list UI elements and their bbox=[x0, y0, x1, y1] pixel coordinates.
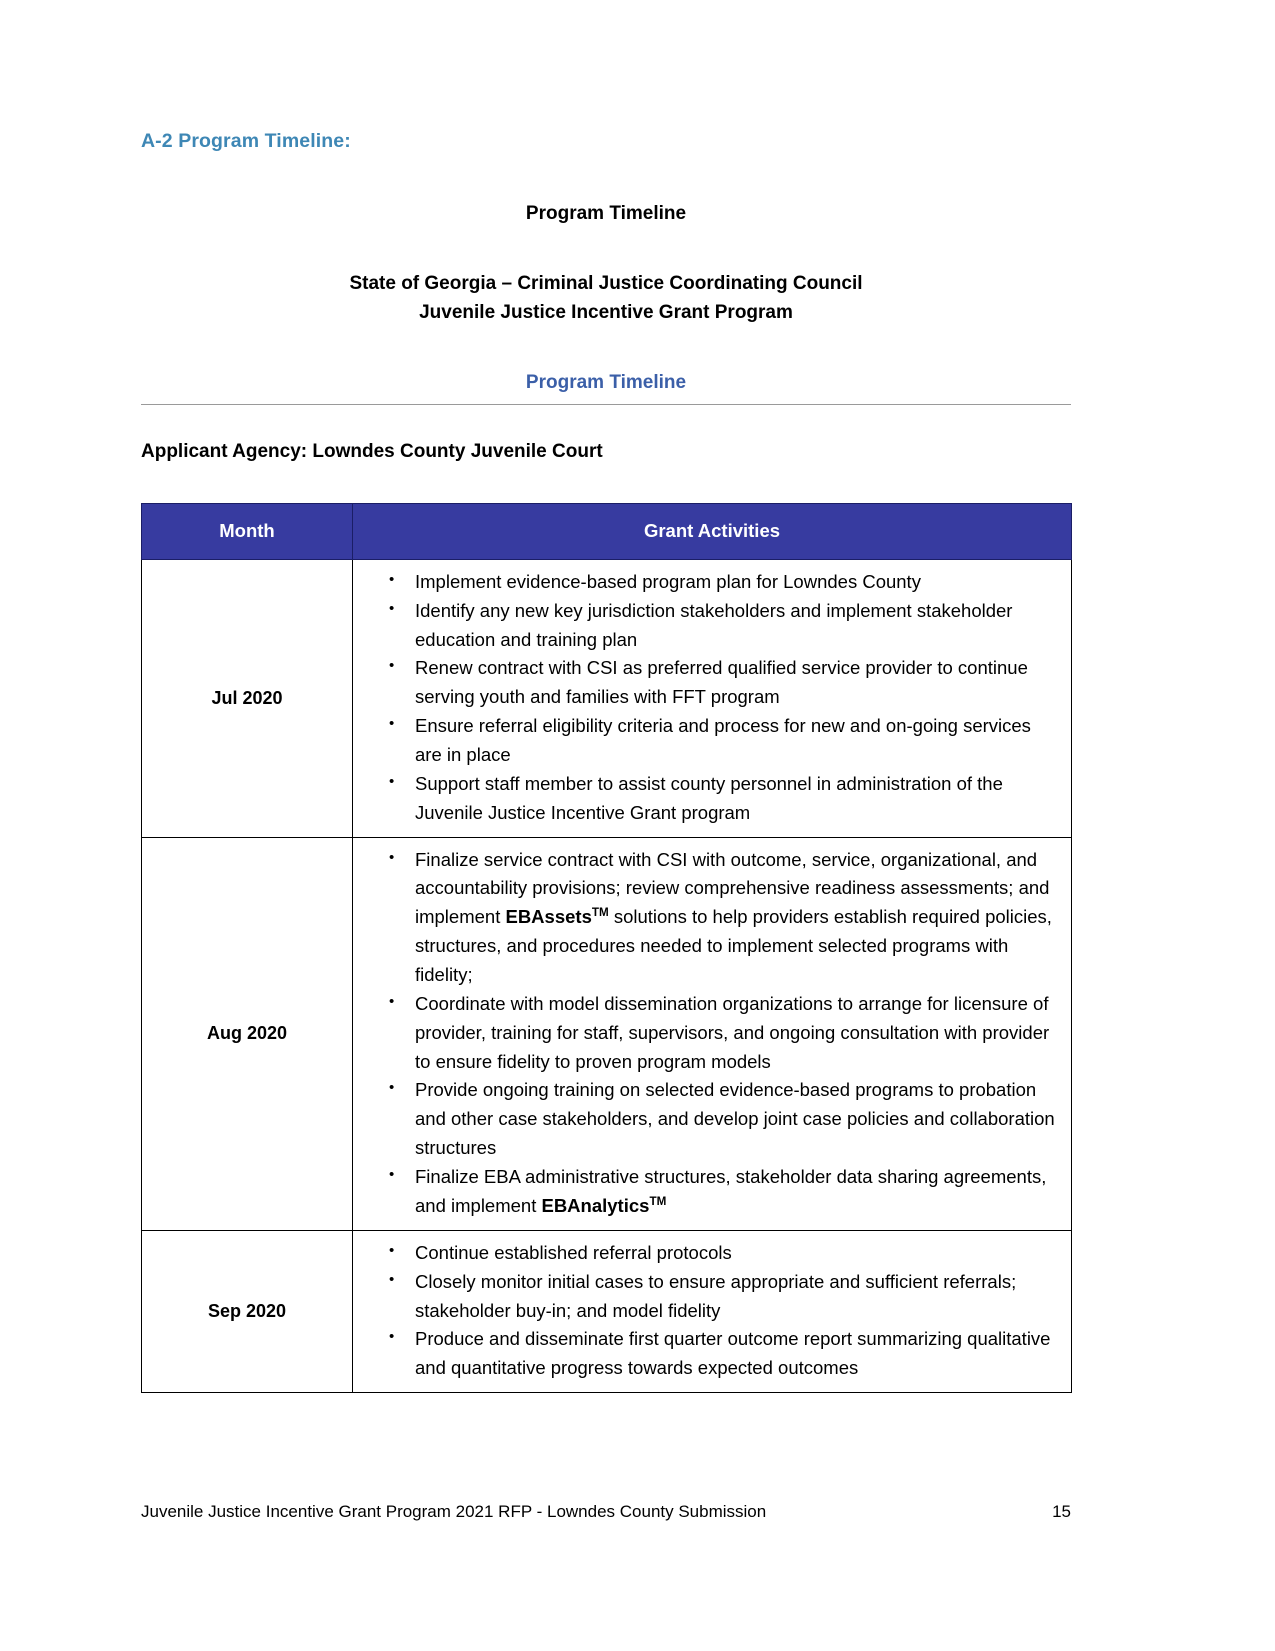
month-cell: Jul 2020 bbox=[142, 559, 353, 837]
activities-cell bbox=[353, 1230, 1072, 1392]
organization-title bbox=[141, 269, 1071, 328]
activities-list bbox=[359, 846, 1057, 1221]
footer-text: Juvenile Justice Incentive Grant Program 2021 RFP - Lowndes County Submission bbox=[141, 1502, 767, 1521]
activities-list bbox=[359, 1239, 1057, 1383]
table-header-row bbox=[142, 503, 1072, 559]
activities-cell bbox=[353, 837, 1072, 1230]
list-item: • Finalize EBA administrative structures, stakeholder data sharing agreements, and implement EBAnalytics™ bbox=[415, 1163, 1057, 1221]
activities-cell bbox=[353, 559, 1072, 837]
activities-list bbox=[359, 568, 1057, 828]
month-cell: Aug 2020 bbox=[142, 837, 353, 1230]
column-header-month: Month bbox=[142, 503, 353, 559]
list-item: • Implement evidence-based program plan for Lowndes County bbox=[415, 568, 1057, 597]
table-row bbox=[142, 559, 1072, 837]
list-item: • Ensure referral eligibility criteria and process for new and on-going services are in place bbox=[415, 712, 1057, 770]
document-title: Program Timeline bbox=[525, 203, 687, 224]
organization-line-1: State of Georgia – Criminal Justice Coordinating Council bbox=[349, 273, 863, 294]
list-item: • Continue established referral protocols bbox=[415, 1239, 1057, 1268]
section-heading: A-2 Program Timeline: bbox=[141, 130, 351, 152]
table-row bbox=[142, 1230, 1072, 1392]
list-item: • Provide ongoing training on selected evidence-based programs to probation and other case stakeholders, and develop joint case policies and collaboration structures bbox=[415, 1076, 1057, 1163]
list-item: • Renew contract with CSI as preferred qualified service provider to continue serving youth and families with FFT program bbox=[415, 654, 1057, 712]
title-block bbox=[141, 203, 1071, 405]
table-body bbox=[142, 559, 1072, 1392]
horizontal-divider bbox=[141, 404, 1071, 405]
list-item: • Closely monitor initial cases to ensure appropriate and sufficient referrals; stakeholder buy-in; and model fidelity bbox=[415, 1268, 1057, 1326]
page-footer bbox=[141, 1502, 1071, 1522]
page-number: 15 bbox=[1052, 1502, 1071, 1521]
list-item: • Coordinate with model dissemination organizations to arrange for licensure of provider, training for staff, supervisors, and ongoing consultation with provider to ensure fidelity to proven program models bbox=[415, 990, 1057, 1077]
table-row bbox=[142, 837, 1072, 1230]
product-name: EBAssets™ bbox=[505, 906, 609, 928]
organization-line-2: Juvenile Justice Incentive Grant Program bbox=[419, 302, 793, 324]
page-content bbox=[141, 130, 1071, 1393]
column-header-grant-activities: Grant Activities bbox=[353, 503, 1072, 559]
applicant-agency-line: Applicant Agency: Lowndes County Juvenile Court bbox=[141, 440, 603, 462]
list-item: • Identify any new key jurisdiction stakeholders and implement stakeholder education and training plan bbox=[415, 597, 1057, 655]
month-cell: Sep 2020 bbox=[142, 1230, 353, 1392]
list-item: • Produce and disseminate first quarter outcome report summarizing qualitative and quantitative progress towards expected outcomes bbox=[415, 1325, 1057, 1383]
trademark-symbol: TM bbox=[591, 906, 609, 920]
program-timeline-table bbox=[141, 503, 1072, 1393]
product-name: EBAnalytics™ bbox=[541, 1194, 667, 1216]
list-item: • Finalize service contract with CSI with outcome, service, organizational, and accountability provisions; review comprehensive readiness assessments; and implement EBAssets™ solutions to help providers establish required policies, structures, and procedures needed to implement selected programs with fidelity; bbox=[415, 846, 1057, 990]
list-item: • Support staff member to assist county personnel in administration of the Juvenile Justice Incentive Grant program bbox=[415, 770, 1057, 828]
trademark-symbol: TM bbox=[649, 1194, 667, 1208]
subtitle-accent: Program Timeline bbox=[525, 371, 687, 393]
